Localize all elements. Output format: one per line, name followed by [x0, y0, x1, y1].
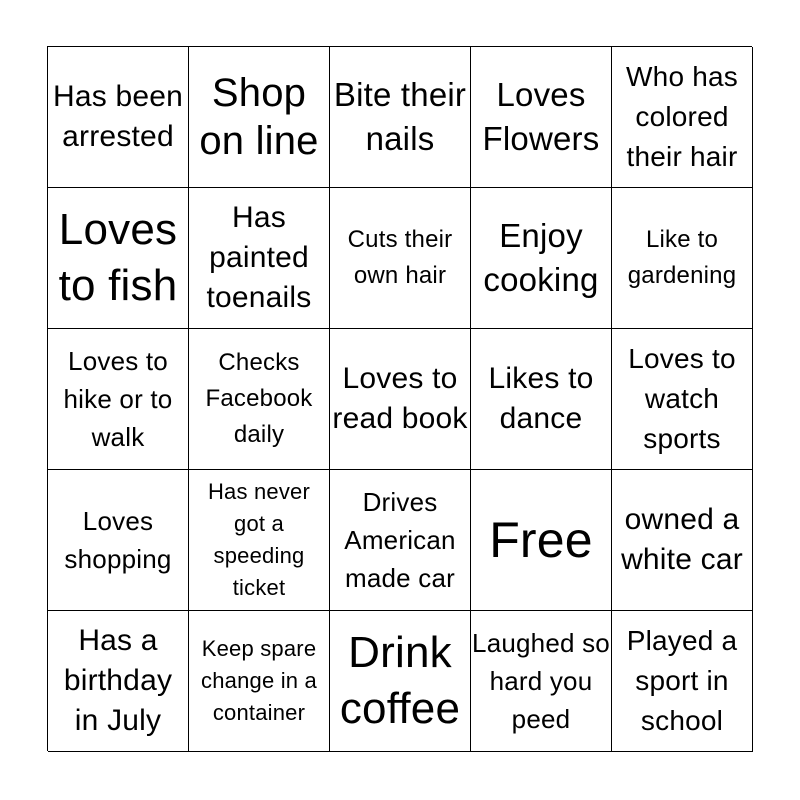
cell-text: Has painted toenails [206, 201, 312, 314]
cell-text: Bite their nails [333, 76, 467, 157]
bingo-cell[interactable] [471, 188, 612, 329]
bingo-cell[interactable] [330, 611, 471, 752]
bingo-cell[interactable] [48, 188, 189, 329]
bingo-cell[interactable] [471, 47, 612, 188]
bingo-cell[interactable] [48, 47, 189, 188]
cell-text: Loves shopping [64, 506, 172, 574]
bingo-cell[interactable] [612, 611, 753, 752]
bingo-cell[interactable] [189, 611, 330, 752]
cell-text: Laughed so hard you peed [472, 628, 610, 734]
cell-text: Keep spare change in a container [201, 636, 317, 725]
cell-text: Has a birthday in July [63, 624, 173, 737]
cell-text: Has been arrested [52, 80, 184, 153]
cell-text: Shop on line [199, 71, 319, 163]
free-space-text: Free [489, 512, 593, 568]
cell-text: Who has colored their hair [626, 61, 738, 172]
bingo-cell[interactable] [189, 470, 330, 611]
bingo-cell[interactable] [612, 47, 753, 188]
bingo-cell[interactable] [612, 329, 753, 470]
bingo-cell[interactable] [471, 329, 612, 470]
free-space[interactable] [471, 470, 612, 611]
bingo-cell[interactable] [330, 470, 471, 611]
bingo-cell[interactable] [189, 47, 330, 188]
cell-text: Checks Facebook daily [205, 349, 313, 448]
cell-text: Like to gardening [627, 226, 737, 289]
bingo-cell[interactable] [330, 188, 471, 329]
bingo-cell[interactable] [330, 47, 471, 188]
bingo-cell[interactable] [612, 188, 753, 329]
bingo-cell[interactable] [612, 470, 753, 611]
cell-text: Loves to fish [58, 205, 178, 310]
bingo-card [47, 46, 752, 751]
cell-text: Loves to watch sports [628, 343, 736, 454]
cell-text: Loves to hike or to walk [63, 346, 173, 452]
bingo-cell[interactable] [189, 329, 330, 470]
bingo-cell[interactable] [189, 188, 330, 329]
cell-text: Cuts their own hair [347, 226, 453, 289]
cell-text: Drives American made car [344, 487, 456, 593]
cell-text: Loves Flowers [482, 76, 600, 157]
cell-text: Has never got a speeding ticket [207, 479, 311, 600]
cell-text: Played a sport in school [626, 625, 738, 736]
cell-text: owned a white car [621, 503, 743, 576]
bingo-cell[interactable] [471, 611, 612, 752]
cell-text: Enjoy cooking [483, 217, 599, 298]
cell-text: Loves to read book [332, 362, 468, 435]
bingo-cell[interactable] [48, 611, 189, 752]
bingo-cell[interactable] [330, 329, 471, 470]
bingo-cell[interactable] [48, 470, 189, 611]
cell-text: Likes to dance [488, 362, 594, 435]
bingo-cell[interactable] [48, 329, 189, 470]
cell-text: Drink coffee [339, 628, 461, 733]
